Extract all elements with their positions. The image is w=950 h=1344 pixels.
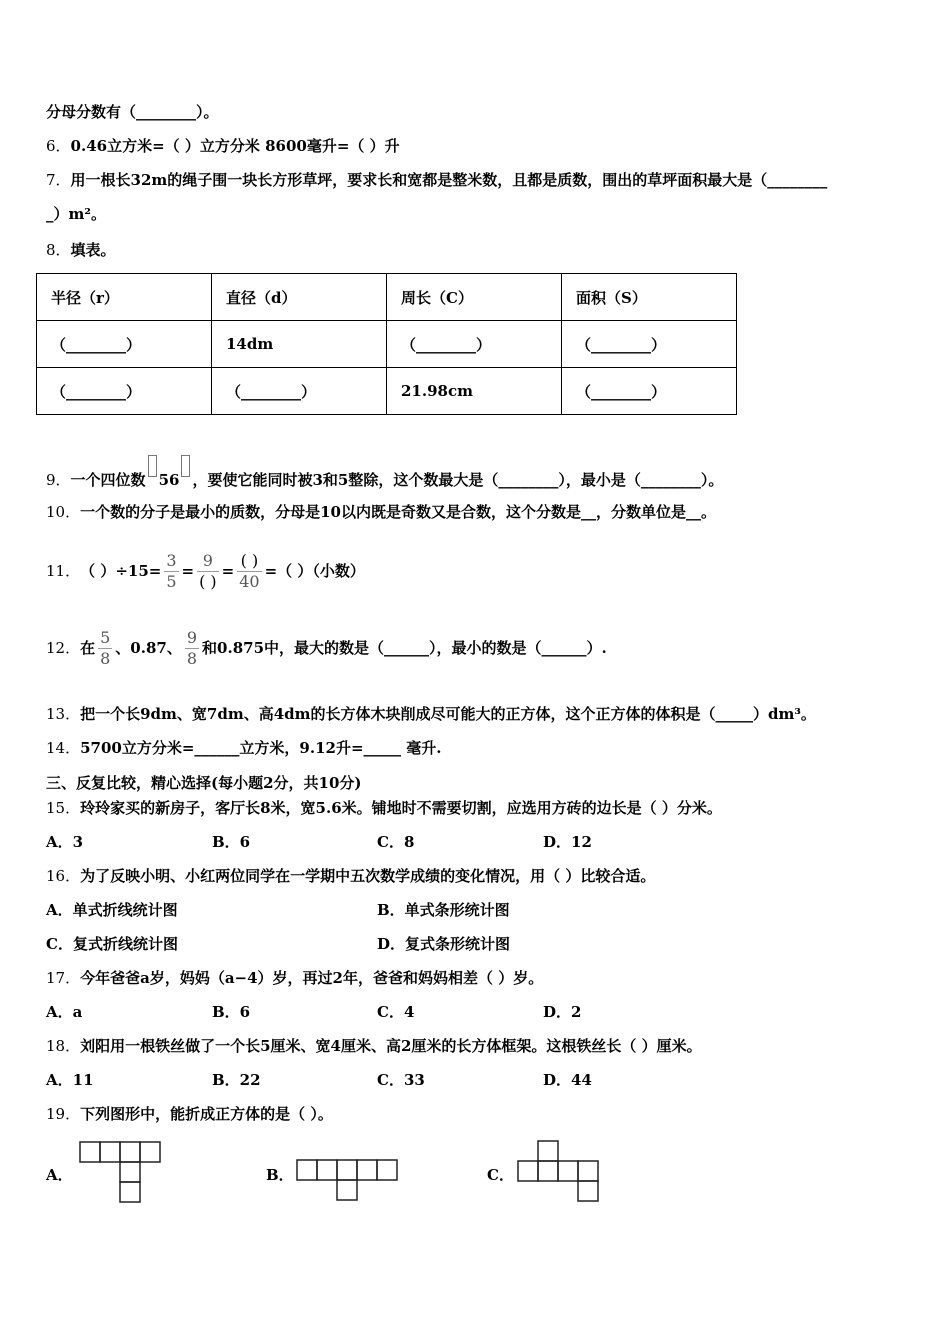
- q-number: 8．: [46, 241, 71, 259]
- question-7-cont: _）m²。: [46, 205, 106, 223]
- q-text: =: [221, 562, 235, 580]
- fraction-denominator[interactable]: ( ): [199, 571, 217, 591]
- q-text: 下列图形中，能折成正方体的是（ ）。: [80, 1105, 333, 1123]
- q-number: 7．: [46, 171, 71, 189]
- option-b[interactable]: B．6: [212, 833, 251, 851]
- table-header: 半径（r）: [37, 274, 212, 321]
- table-cell: （________）: [37, 321, 212, 368]
- option-b[interactable]: B．: [266, 1166, 294, 1184]
- q-number: 11．: [46, 562, 81, 580]
- q-text: 和0.875中，最大的数是（______），最小的数是（______）.: [202, 639, 607, 657]
- fraction-numerator: 9: [202, 550, 213, 570]
- q-number: 15．: [46, 799, 81, 817]
- fraction-denominator: 8: [186, 648, 198, 668]
- q-number: 6．: [46, 137, 71, 155]
- q-text: 为了反映小明、小红两位同学在一学期中五次数学成绩的变化情况，用（ ）比较合适。: [80, 867, 656, 885]
- fraction-numerator[interactable]: ( ): [240, 550, 259, 570]
- option-b[interactable]: B．22: [212, 1071, 261, 1089]
- option-a[interactable]: A．单式折线统计图: [46, 901, 178, 919]
- fraction-numerator: 9: [186, 627, 198, 647]
- q-text: 把一个长9dm、宽7dm、高4dm的长方体木块削成尽可能大的正方体，这个正方体的体积是（_____）dm³。: [80, 705, 816, 723]
- q-text: 0.46立方米=（ ）立方分米 8600毫升=（ ）升: [70, 137, 400, 155]
- table-cell: 14dm: [212, 321, 387, 368]
- option-c[interactable]: C．33: [377, 1071, 425, 1089]
- q-number: 14．: [46, 739, 81, 757]
- q-text: 56: [158, 471, 180, 489]
- q-text: 5700立方分米=______立方米，9.12升=_____ 毫升.: [80, 739, 442, 757]
- q-number: 19．: [46, 1105, 81, 1123]
- q-text: =（ ）（小数）: [264, 562, 365, 580]
- table-cell: 21.98cm: [387, 368, 562, 415]
- q-number: 18．: [46, 1037, 81, 1055]
- q-text: 一个数的分子是最小的质数，分母是10以内既是奇数又是合数，这个分数是__，分数单位是__。: [80, 503, 716, 521]
- fraction-denominator: 5: [166, 571, 177, 591]
- cube-net-c-icon: [518, 1141, 598, 1201]
- option-d[interactable]: D．2: [543, 1003, 582, 1021]
- q-text: ，要使它能同时被3和5整除，这个数最大是（________），最小是（________）。: [192, 471, 724, 489]
- q-text: 一个四位数: [70, 471, 146, 489]
- q-number: 17．: [46, 969, 81, 987]
- section-3-heading: 三、反复比较，精心选择(每小题2分，共10分): [46, 774, 362, 792]
- q-text: 今年爸爸a岁，妈妈（a−4）岁，再过2年，爸爸和妈妈相差（ ）岁。: [80, 969, 544, 987]
- option-a[interactable]: A．a: [46, 1003, 83, 1021]
- q-number: 16．: [46, 867, 81, 885]
- option-b[interactable]: B．单式条形统计图: [377, 901, 510, 919]
- table-header: 面积（S）: [562, 274, 737, 321]
- option-c[interactable]: C．4: [377, 1003, 415, 1021]
- q-text: 刘阳用一根铁丝做了一个长5厘米、宽4厘米、高2厘米的长方体框架。这根铁丝长（ ）厘米。: [80, 1037, 702, 1055]
- option-d[interactable]: D．12: [543, 833, 592, 851]
- q-number: 10．: [46, 503, 81, 521]
- table-cell: （________）: [387, 321, 562, 368]
- option-a[interactable]: A．11: [46, 1071, 94, 1089]
- cube-net-b-icon: [297, 1160, 397, 1200]
- option-a[interactable]: A．3: [46, 833, 84, 851]
- table-cell: （________）: [212, 368, 387, 415]
- fraction-denominator: 40: [239, 571, 260, 591]
- table-cell: （________）: [562, 321, 737, 368]
- q-text: =: [181, 562, 195, 580]
- fraction-numerator: 3: [166, 550, 177, 570]
- table-header: 周长（C）: [387, 274, 562, 321]
- fraction-numerator: 5: [100, 627, 111, 647]
- option-c[interactable]: C．8: [377, 833, 415, 851]
- q-text: 玲玲家买的新房子，客厅长8米，宽5.6米。铺地时不需要切割，应选用方砖的边长是（ ）分米。: [80, 799, 722, 817]
- table-cell: （________）: [562, 368, 737, 415]
- table-cell: （________）: [37, 368, 212, 415]
- q-text: 用一根长32m的绳子围一块长方形草坪，要求长和宽都是整米数，且都是质数，围出的草坪面积最大是（________: [70, 171, 828, 189]
- q-text: 填表。: [70, 241, 116, 259]
- option-d[interactable]: D．复式条形统计图: [377, 935, 511, 953]
- option-c[interactable]: C．复式折线统计图: [46, 935, 178, 953]
- cube-net-a-icon: [80, 1142, 160, 1202]
- option-c[interactable]: C．: [487, 1166, 514, 1184]
- option-d[interactable]: D．44: [543, 1071, 592, 1089]
- table-header: 直径（d）: [212, 274, 387, 321]
- q-number: 12．: [46, 639, 81, 657]
- option-b[interactable]: B．6: [212, 1003, 251, 1021]
- q-text: 在: [80, 639, 96, 657]
- q-text: （ ）÷15=: [80, 562, 162, 580]
- fraction-denominator: 8: [100, 648, 111, 668]
- q-text: 、0.87、: [115, 639, 182, 657]
- q5-continuation: 分母分数有（________）。: [46, 103, 219, 121]
- option-a[interactable]: A．: [46, 1166, 73, 1184]
- q-number: 9．: [46, 471, 71, 489]
- q-number: 13．: [46, 705, 81, 723]
